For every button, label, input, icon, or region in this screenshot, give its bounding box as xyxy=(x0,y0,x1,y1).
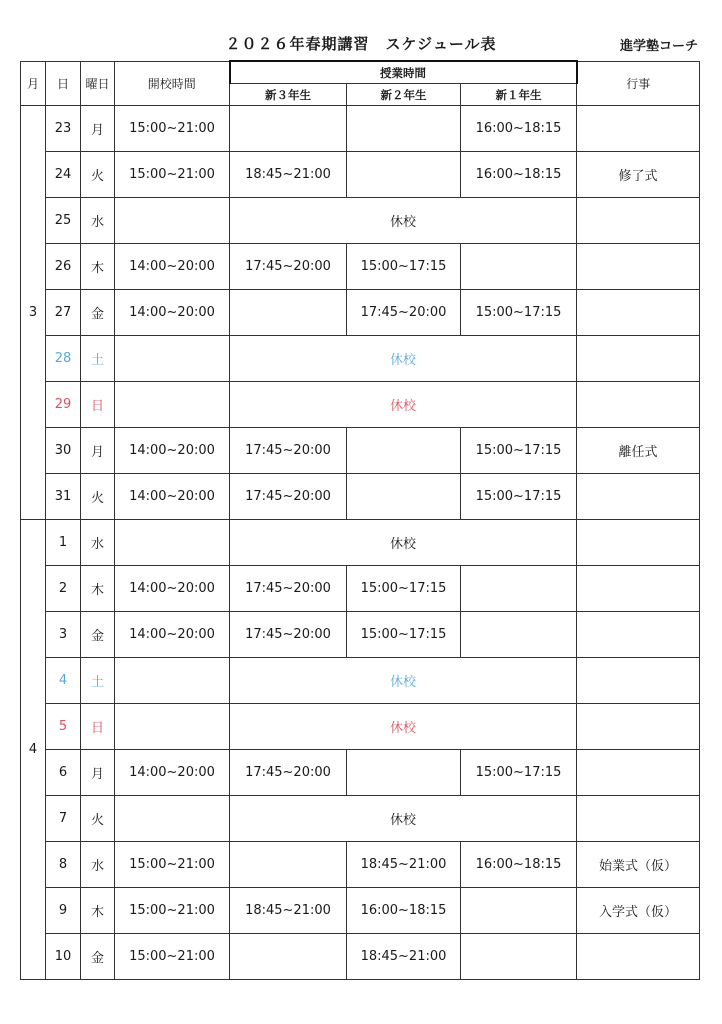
col-header-month: 月 xyxy=(21,61,46,106)
day-cell: 6 xyxy=(46,750,81,796)
event-cell xyxy=(577,382,700,428)
event-cell xyxy=(577,290,700,336)
month-cell: 3 xyxy=(21,106,46,520)
open-hours-cell: 14:00~20:00 xyxy=(115,566,230,612)
grade2-time-cell xyxy=(347,428,461,474)
event-cell xyxy=(577,244,700,290)
day-cell: 24 xyxy=(46,152,81,198)
weekday-cell: 水 xyxy=(81,198,115,244)
weekday-cell: 日 xyxy=(81,704,115,750)
col-header-open-hours: 開校時間 xyxy=(115,61,230,106)
open-hours-cell: 15:00~21:00 xyxy=(115,934,230,980)
col-header-events: 行事 xyxy=(577,61,700,106)
weekday-cell: 金 xyxy=(81,934,115,980)
table-row xyxy=(21,290,700,336)
col-header-day: 日 xyxy=(46,61,81,106)
day-cell: 9 xyxy=(46,888,81,934)
grade1-time-cell: 16:00~18:15 xyxy=(461,106,577,152)
grade1-time-cell xyxy=(461,888,577,934)
page-title: ２０２６年春期講習 スケジュール表 xyxy=(225,35,497,53)
table-row xyxy=(21,566,700,612)
day-cell: 27 xyxy=(46,290,81,336)
schedule-table xyxy=(20,60,700,980)
day-cell: 28 xyxy=(46,336,81,382)
grade2-time-cell xyxy=(347,474,461,520)
weekday-cell: 木 xyxy=(81,244,115,290)
table-row xyxy=(21,198,700,244)
open-hours-cell: 14:00~20:00 xyxy=(115,290,230,336)
day-cell: 7 xyxy=(46,796,81,842)
open-hours-cell: 15:00~21:00 xyxy=(115,842,230,888)
grade2-time-cell: 15:00~17:15 xyxy=(347,566,461,612)
table-row xyxy=(21,244,700,290)
grade3-time-cell: 17:45~20:00 xyxy=(230,750,347,796)
weekday-cell: 月 xyxy=(81,106,115,152)
open-hours-cell xyxy=(115,520,230,566)
grade3-time-cell xyxy=(230,934,347,980)
open-hours-cell: 15:00~21:00 xyxy=(115,106,230,152)
weekday-cell: 日 xyxy=(81,382,115,428)
event-cell: 修了式 xyxy=(577,152,700,198)
weekday-cell: 土 xyxy=(81,658,115,704)
event-cell xyxy=(577,658,700,704)
event-cell xyxy=(577,704,700,750)
grade2-time-cell: 18:45~21:00 xyxy=(347,842,461,888)
grade1-time-cell: 15:00~17:15 xyxy=(461,750,577,796)
table-row xyxy=(21,842,700,888)
open-hours-cell: 14:00~20:00 xyxy=(115,244,230,290)
grade3-time-cell: 17:45~20:00 xyxy=(230,566,347,612)
closed-cell: 休校 xyxy=(230,382,577,428)
open-hours-cell xyxy=(115,658,230,704)
col-header-grade2: 新２年生 xyxy=(347,84,461,106)
open-hours-cell xyxy=(115,796,230,842)
event-cell xyxy=(577,106,700,152)
table-row xyxy=(21,658,700,704)
table-row xyxy=(21,382,700,428)
grade2-time-cell xyxy=(347,106,461,152)
weekday-cell: 水 xyxy=(81,842,115,888)
table-row xyxy=(21,704,700,750)
day-cell: 29 xyxy=(46,382,81,428)
weekday-cell: 水 xyxy=(81,520,115,566)
weekday-cell: 土 xyxy=(81,336,115,382)
table-row xyxy=(21,934,700,980)
grade1-time-cell: 16:00~18:15 xyxy=(461,842,577,888)
closed-cell: 休校 xyxy=(230,520,577,566)
table-row xyxy=(21,750,700,796)
weekday-cell: 木 xyxy=(81,888,115,934)
grade3-time-cell xyxy=(230,290,347,336)
col-header-grade3: 新３年生 xyxy=(230,84,347,106)
event-cell xyxy=(577,520,700,566)
day-cell: 8 xyxy=(46,842,81,888)
event-cell xyxy=(577,934,700,980)
event-cell xyxy=(577,336,700,382)
event-cell xyxy=(577,474,700,520)
grade2-time-cell: 18:45~21:00 xyxy=(347,934,461,980)
open-hours-cell: 14:00~20:00 xyxy=(115,750,230,796)
table-row xyxy=(21,888,700,934)
grade1-time-cell: 15:00~17:15 xyxy=(461,474,577,520)
grade2-time-cell: 15:00~17:15 xyxy=(347,612,461,658)
event-cell: 始業式（仮） xyxy=(577,842,700,888)
day-cell: 25 xyxy=(46,198,81,244)
event-cell: 離任式 xyxy=(577,428,700,474)
closed-cell: 休校 xyxy=(230,198,577,244)
day-cell: 3 xyxy=(46,612,81,658)
closed-cell: 休校 xyxy=(230,796,577,842)
open-hours-cell: 15:00~21:00 xyxy=(115,888,230,934)
grade1-time-cell: 15:00~17:15 xyxy=(461,428,577,474)
schedule-body xyxy=(21,106,700,980)
table-row xyxy=(21,428,700,474)
grade2-time-cell: 17:45~20:00 xyxy=(347,290,461,336)
day-cell: 26 xyxy=(46,244,81,290)
weekday-cell: 火 xyxy=(81,152,115,198)
col-header-grade1: 新１年生 xyxy=(461,84,577,106)
open-hours-cell xyxy=(115,704,230,750)
event-cell xyxy=(577,566,700,612)
grade3-time-cell xyxy=(230,842,347,888)
grade3-time-cell xyxy=(230,106,347,152)
grade2-time-cell: 15:00~17:15 xyxy=(347,244,461,290)
day-cell: 10 xyxy=(46,934,81,980)
event-cell xyxy=(577,198,700,244)
header-row-top xyxy=(21,61,700,84)
event-cell xyxy=(577,750,700,796)
closed-cell: 休校 xyxy=(230,336,577,382)
table-row xyxy=(21,796,700,842)
weekday-cell: 金 xyxy=(81,290,115,336)
grade3-time-cell: 17:45~20:00 xyxy=(230,428,347,474)
open-hours-cell xyxy=(115,336,230,382)
table-row xyxy=(21,152,700,198)
weekday-cell: 金 xyxy=(81,612,115,658)
month-cell: 4 xyxy=(21,520,46,980)
grade2-time-cell xyxy=(347,750,461,796)
open-hours-cell xyxy=(115,382,230,428)
weekday-cell: 月 xyxy=(81,428,115,474)
grade2-time-cell: 16:00~18:15 xyxy=(347,888,461,934)
open-hours-cell xyxy=(115,198,230,244)
weekday-cell: 火 xyxy=(81,796,115,842)
grade3-time-cell: 18:45~21:00 xyxy=(230,888,347,934)
closed-cell: 休校 xyxy=(230,704,577,750)
open-hours-cell: 14:00~20:00 xyxy=(115,474,230,520)
table-row xyxy=(21,520,700,566)
closed-cell: 休校 xyxy=(230,658,577,704)
grade3-time-cell: 17:45~20:00 xyxy=(230,244,347,290)
grade1-time-cell xyxy=(461,612,577,658)
grade2-time-cell xyxy=(347,152,461,198)
day-cell: 5 xyxy=(46,704,81,750)
day-cell: 30 xyxy=(46,428,81,474)
open-hours-cell: 14:00~20:00 xyxy=(115,612,230,658)
grade1-time-cell: 16:00~18:15 xyxy=(461,152,577,198)
table-row xyxy=(21,106,700,152)
event-cell xyxy=(577,796,700,842)
weekday-cell: 木 xyxy=(81,566,115,612)
grade1-time-cell xyxy=(461,244,577,290)
day-cell: 23 xyxy=(46,106,81,152)
col-header-weekday: 曜日 xyxy=(81,61,115,106)
grade3-time-cell: 17:45~20:00 xyxy=(230,612,347,658)
event-cell xyxy=(577,612,700,658)
grade1-time-cell: 15:00~17:15 xyxy=(461,290,577,336)
open-hours-cell: 14:00~20:00 xyxy=(115,428,230,474)
day-cell: 1 xyxy=(46,520,81,566)
grade3-time-cell: 17:45~20:00 xyxy=(230,474,347,520)
event-cell: 入学式（仮） xyxy=(577,888,700,934)
day-cell: 31 xyxy=(46,474,81,520)
open-hours-cell: 15:00~21:00 xyxy=(115,152,230,198)
table-row xyxy=(21,612,700,658)
grade1-time-cell xyxy=(461,566,577,612)
table-row xyxy=(21,336,700,382)
table-row xyxy=(21,474,700,520)
col-header-class-hours: 授業時間 xyxy=(230,61,577,84)
grade3-time-cell: 18:45~21:00 xyxy=(230,152,347,198)
weekday-cell: 月 xyxy=(81,750,115,796)
grade1-time-cell xyxy=(461,934,577,980)
day-cell: 4 xyxy=(46,658,81,704)
day-cell: 2 xyxy=(46,566,81,612)
organization-name: 進学塾コーチ xyxy=(619,39,698,54)
weekday-cell: 火 xyxy=(81,474,115,520)
